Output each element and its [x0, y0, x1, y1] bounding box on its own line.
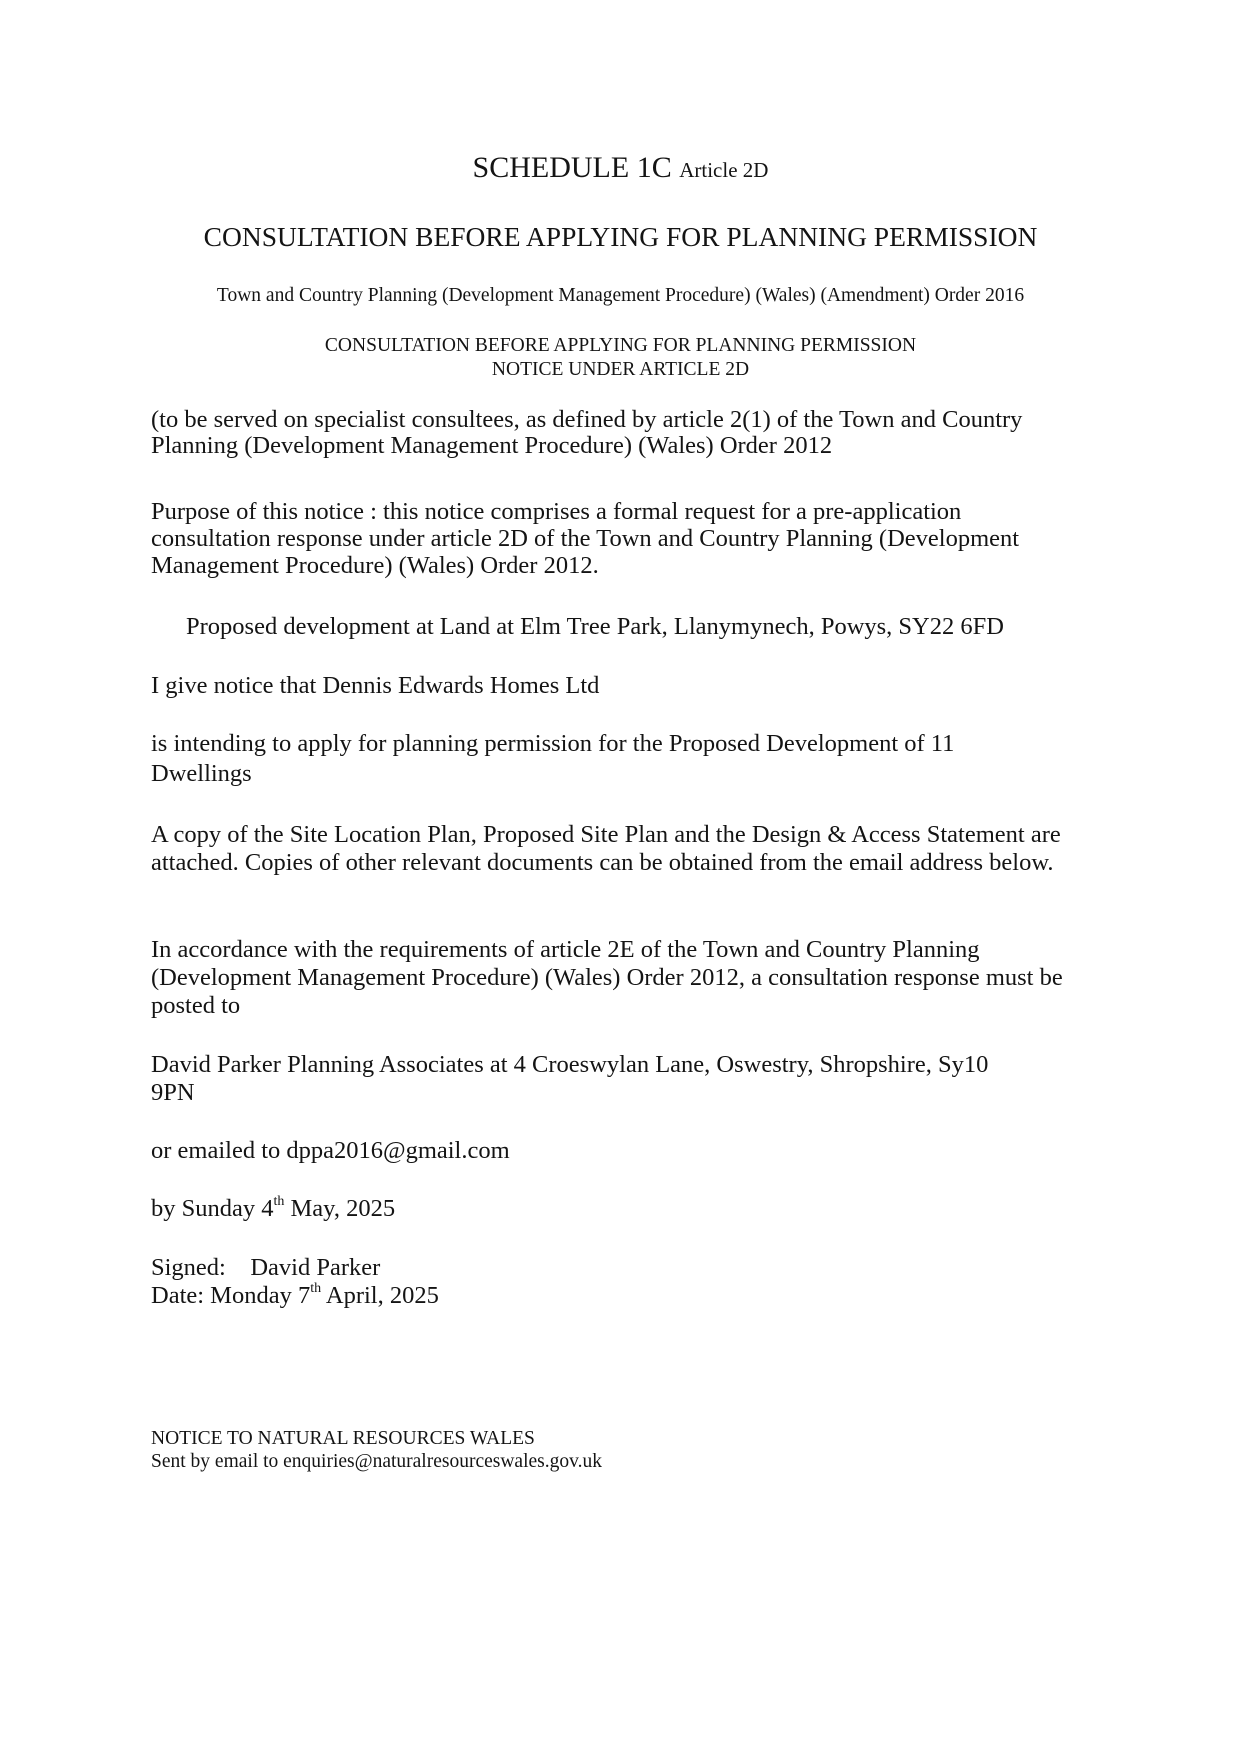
schedule-title	[0, 150, 1241, 188]
purpose-line2: consultation response under article 2D of the Town and Country Planning (Development	[151, 525, 1020, 552]
accordance-line2: (Development Management Procedure) (Wales) Order 2012, a consultation response must be	[151, 964, 1063, 991]
date-sup: th	[310, 1280, 322, 1296]
served-line2: Planning (Development Management Procedure) (Wales) Order 2012	[151, 432, 833, 459]
copy-line2: attached. Copies of other relevant documents can be obtained from the email address below.	[151, 849, 1054, 876]
notice-heading-line2: NOTICE UNDER ARTICLE 2D	[491, 359, 750, 380]
deadline-suffix: May, 2025	[284, 1195, 396, 1222]
intending-line2: Dwellings	[151, 760, 252, 787]
signed-line: Signed: David Parker	[151, 1254, 381, 1281]
date-line	[151, 1281, 1091, 1310]
page-title: CONSULTATION BEFORE APPLYING FOR PLANNING PERMISSION	[203, 221, 1038, 252]
order-reference: Town and Country Planning (Development Management Procedure) (Wales) (Amendment) Order 2016	[216, 285, 1025, 306]
deadline	[151, 1194, 1091, 1223]
sent-by: Sent by email to enquiries@naturalresourceswales.gov.uk	[151, 1451, 602, 1472]
article-label: Article 2D	[679, 158, 769, 182]
schedule-label: SCHEDULE 1C	[472, 151, 672, 184]
notice-heading-line1: CONSULTATION BEFORE APPLYING FOR PLANNING PERMISSION	[324, 335, 917, 356]
date-prefix: Date: Monday 7	[151, 1282, 311, 1309]
notice-to: NOTICE TO NATURAL RESOURCES WALES	[151, 1428, 535, 1449]
purpose-line3: Management Procedure) (Wales) Order 2012.	[151, 552, 599, 579]
address-line2: 9PN	[151, 1079, 195, 1106]
email-contact: or emailed to dppa2016@gmail.com	[151, 1137, 510, 1164]
deadline-sup: th	[273, 1193, 285, 1209]
deadline-prefix: by Sunday 4	[151, 1195, 274, 1222]
intending-line1: is intending to apply for planning permission for the Proposed Development of 11	[151, 730, 955, 757]
purpose-line1: Purpose of this notice : this notice comprises a formal request for a pre-application	[151, 498, 962, 525]
address-line1: David Parker Planning Associates at 4 Croeswylan Lane, Oswestry, Shropshire, Sy10	[151, 1051, 989, 1078]
accordance-line1: In accordance with the requirements of article 2E of the Town and Country Planning	[151, 936, 980, 963]
proposed-development: Proposed development at Land at Elm Tree Park, Llanymynech, Powys, SY22 6FD	[186, 613, 1004, 640]
served-line1: (to be served on specialist consultees, as defined by article 2(1) of the Town and Country	[151, 406, 1023, 433]
date-suffix: April, 2025	[321, 1282, 439, 1309]
copy-line1: A copy of the Site Location Plan, Proposed Site Plan and the Design & Access Statement are	[151, 821, 1061, 848]
give-notice: I give notice that Dennis Edwards Homes Ltd	[151, 672, 600, 699]
accordance-line3: posted to	[151, 992, 241, 1019]
